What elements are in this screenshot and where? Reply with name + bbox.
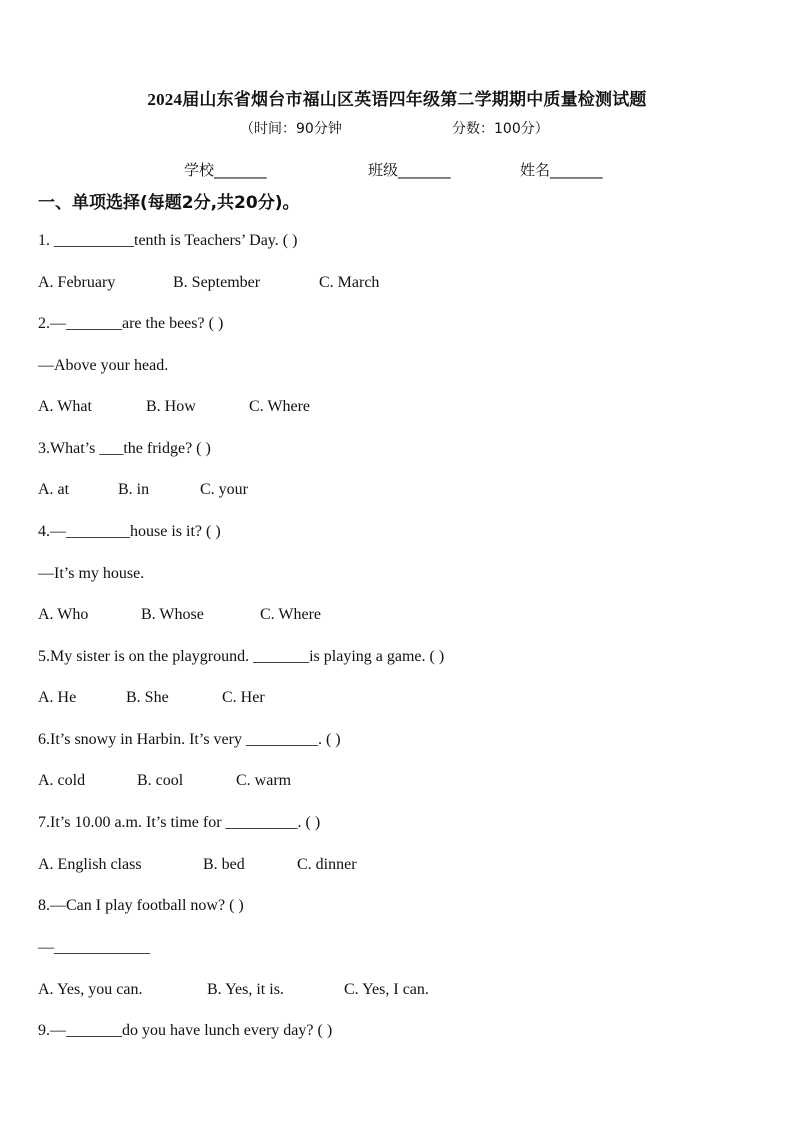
option-a: A. at [38,481,70,498]
question-6-options [38,772,738,794]
option-a: A. cold [38,772,86,789]
option-c: C. Where [260,606,322,623]
school-field: 学校_______ [184,161,267,179]
name-field: 姓名_______ [520,161,603,179]
option-b: B. in [118,481,150,498]
option-a: A. English class [38,856,142,873]
question-7-options [38,856,738,878]
option-b: B. Yes, it is. [207,981,284,998]
question-2-stem: 2.—_______are the bees? ( ) [38,315,224,332]
question-1-options [38,274,738,296]
question-1-stem: 1. __________tenth is Teachers’ Day. ( ) [38,232,298,249]
option-b: B. Whose [141,606,204,623]
option-c: C. warm [236,772,292,789]
question-6-stem: 6.It’s snowy in Harbin. It’s very _________. ( ) [38,731,341,748]
option-c: C. March [319,274,380,291]
question-5-options [38,689,738,711]
exam-score: 分数：100分） [452,121,549,137]
option-a: A. Who [38,606,89,623]
option-c: C. Her [222,689,265,706]
option-a: A. Yes, you can. [38,981,143,998]
question-4-options [38,606,738,628]
option-b: B. September [173,274,261,291]
option-b: B. bed [203,856,245,873]
question-5-stem: 5.My sister is on the playground. _______is playing a game. ( ) [38,648,445,665]
option-c: C. your [200,481,248,498]
option-b: B. She [126,689,169,706]
option-b: B. cool [137,772,184,789]
question-3-options [38,481,738,503]
section-heading: 一、单项选择(每题2分,共20分)。 [38,193,300,213]
question-4-answer-line: —It’s my house. [38,565,145,582]
question-8-answer-line: —____________ [38,939,150,956]
class-field: 班级_______ [368,161,451,179]
exam-time: （时间：90分钟 [240,121,342,137]
option-a: A. He [38,689,77,706]
question-7-stem: 7.It’s 10.00 a.m. It’s time for _________. ( ) [38,814,321,831]
question-2-options [38,398,738,420]
option-c: C. dinner [297,856,357,873]
page-title: 2024届山东省烟台市福山区英语四年级第二学期期中质量检测试题 [147,90,647,109]
question-3-stem: 3.What’s ___the fridge? ( ) [38,440,211,457]
question-8-options [38,981,738,1003]
question-8-stem: 8.—Can I play football now? ( ) [38,897,244,914]
question-2-answer-line: —Above your head. [38,357,169,374]
question-4-stem: 4.—________house is it? ( ) [38,523,221,540]
option-c: C. Yes, I can. [344,981,429,998]
option-c: C. Where [249,398,311,415]
option-a: A. What [38,398,92,415]
option-b: B. How [146,398,196,415]
question-9-stem: 9.—_______do you have lunch every day? ( ) [38,1022,333,1039]
option-a: A. February [38,274,116,291]
